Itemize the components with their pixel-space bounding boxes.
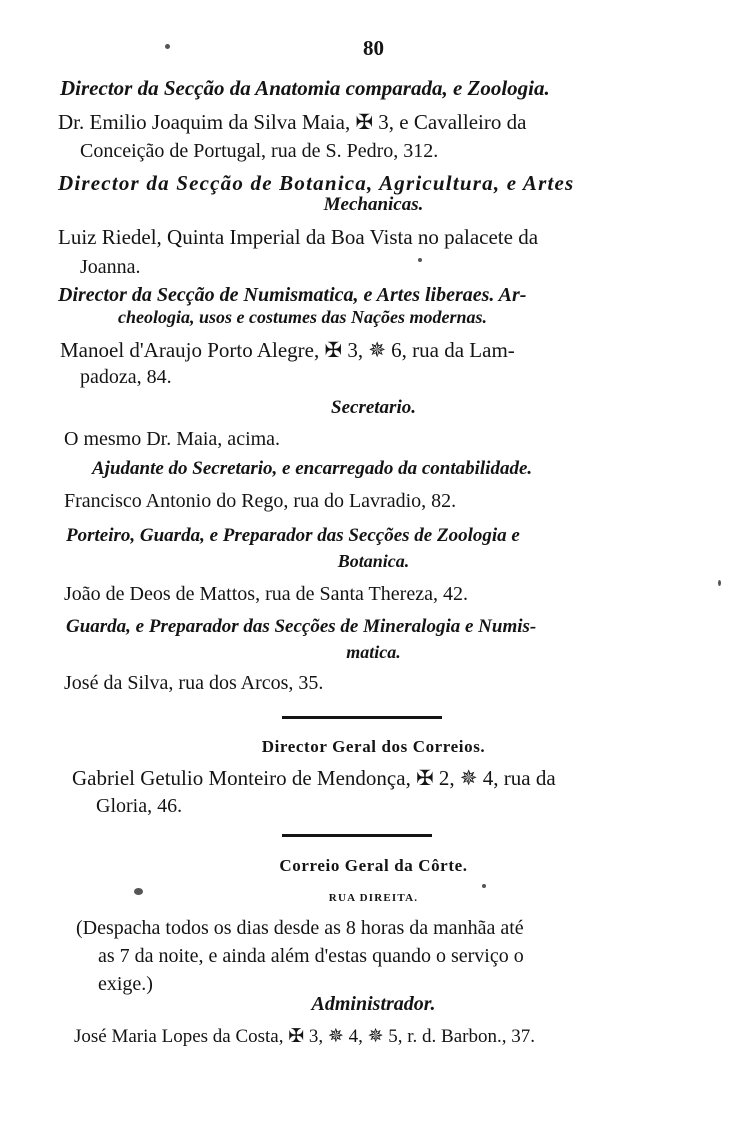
heading-correio-geral: Correio Geral da Côrte.: [279, 856, 468, 875]
entry-line: O mesmo Dr. Maia, acima.: [64, 428, 281, 450]
heading-guarda: Guarda, e Preparador das Secções de Mineralogia e Numis-: [66, 616, 537, 637]
entry-line: Gabriel Getulio Monteiro de Mendonça, ✠ 2, ✵ 4, rua da: [72, 766, 556, 790]
entry-line: José da Silva, rua dos Arcos, 35.: [64, 672, 324, 694]
entry-line: Conceição de Portugal, rua de S. Pedro, 312.: [80, 140, 439, 162]
heading-numismatica: Director da Secção de Numismatica, e Artes liberaes. Ar-: [58, 284, 527, 306]
entry-line: Luiz Riedel, Quinta Imperial da Boa Vista no palacete da: [58, 225, 539, 249]
page-number: 80: [363, 36, 384, 60]
ink-speck: [165, 44, 170, 49]
ink-speck: [482, 884, 486, 888]
ink-speck: [418, 258, 422, 262]
heading-botanica: Director da Secção de Botanica, Agricultura, e Artes: [58, 171, 575, 195]
entry-line: (Despacha todos os dias desde as 8 horas da manhãa até: [76, 917, 524, 939]
heading-administrador: Administrador.: [311, 993, 436, 1015]
heading-porteiro: Porteiro, Guarda, e Preparador das Secções de Zoologia e: [66, 525, 520, 546]
entry-line: Gloria, 46.: [96, 795, 183, 817]
entry-line: João de Deos de Mattos, rua de Santa Thereza, 42.: [64, 583, 468, 605]
heading-continuation: Mechanicas.: [323, 194, 424, 215]
heading-continuation: matica.: [346, 642, 401, 662]
entry-line: Manoel d'Araujo Porto Alegre, ✠ 3, ✵ 6, rua da Lam-: [60, 338, 515, 362]
entry-line: José Maria Lopes da Costa, ✠ 3, ✵ 4, ✵ 5, r. d. Barbon., 37.: [74, 1026, 535, 1047]
ink-speck: [718, 580, 721, 586]
section-divider: [282, 716, 442, 719]
entry-line: padoza, 84.: [80, 366, 172, 388]
ink-speck: [134, 888, 143, 895]
heading-continuation: cheologia, usos e costumes das Nações modernas.: [118, 307, 487, 327]
heading-anatomia: Director da Secção da Anatomia comparada, e Zoologia.: [60, 76, 550, 100]
entry-line: Joanna.: [80, 256, 141, 278]
heading-correios: Director Geral dos Correios.: [261, 737, 486, 756]
entry-line: Dr. Emilio Joaquim da Silva Maia, ✠ 3, e Cavalleiro da: [58, 110, 527, 134]
heading-secretario: Secretario.: [331, 397, 416, 418]
heading-continuation: Botanica.: [337, 551, 410, 571]
entry-line: Francisco Antonio do Rego, rua do Lavradio, 82.: [64, 490, 457, 512]
entry-line: as 7 da noite, e ainda além d'estas quando o serviço o: [98, 945, 524, 967]
entry-line: exige.): [98, 973, 153, 995]
subheading-rua-direita: RUA DIREITA.: [328, 892, 419, 904]
section-divider: [282, 834, 432, 837]
heading-ajudante: Ajudante do Secretario, e encarregado da contabilidade.: [92, 458, 533, 479]
